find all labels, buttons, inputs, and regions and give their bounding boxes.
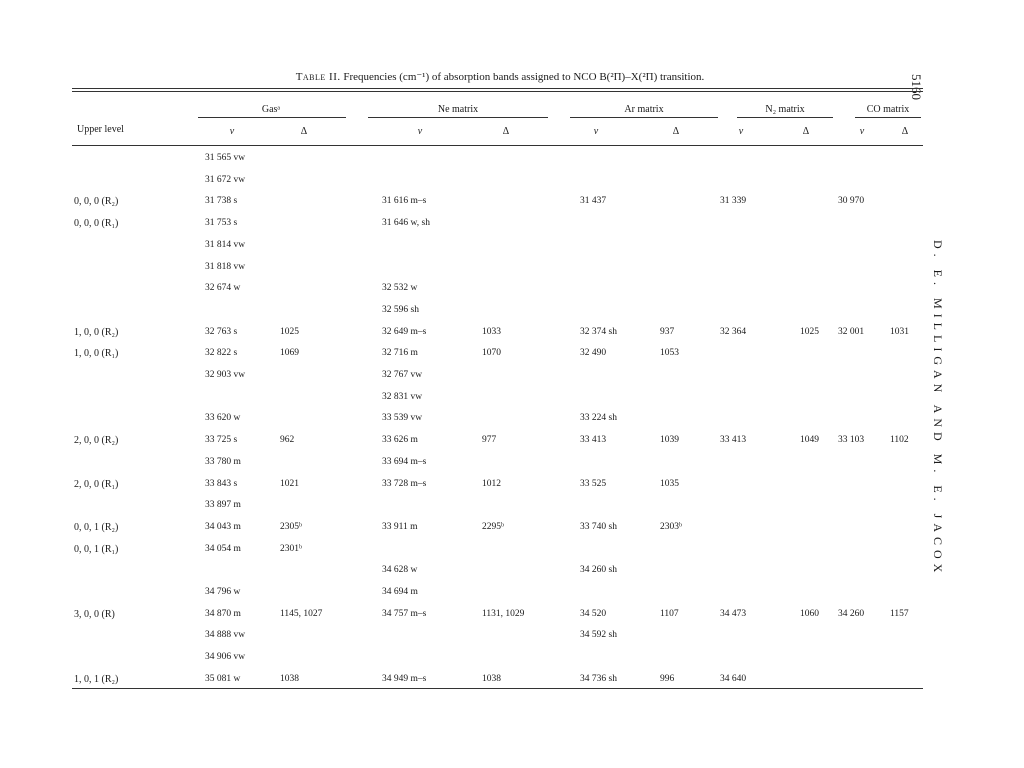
header-nu: ν	[417, 126, 423, 137]
table-row-upper-level: 0, 0, 0 (R₁)	[74, 218, 119, 229]
group-rule-co	[855, 117, 921, 118]
table-cell: 32 763 s	[205, 327, 238, 337]
table-cell: 34 736 sh	[580, 674, 617, 684]
group-rule-gas	[198, 117, 346, 118]
table-cell: 1102	[890, 435, 909, 445]
table-cell: 32 001	[838, 327, 865, 337]
header-nu: ν	[738, 126, 744, 137]
table-cell: 31 818 vw	[205, 262, 246, 272]
table-cell: 32 532 w	[382, 283, 418, 293]
group-rule-n2	[737, 117, 833, 118]
table-row-upper-level: 2, 0, 0 (R₂)	[74, 435, 119, 446]
table-cell: 1069	[280, 348, 299, 358]
table-row-upper-level: 1, 0, 0 (R₂)	[74, 327, 119, 338]
table-cell: 31 565 vw	[205, 153, 246, 163]
header-delta: Δ	[672, 126, 680, 137]
group-rule-ne	[368, 117, 548, 118]
table-cell: 33 728 m–s	[382, 479, 427, 489]
table-cell: 1049	[800, 435, 819, 445]
header-group: N₂ matrix	[765, 104, 805, 115]
table-cell: 2301ᵇ	[280, 544, 302, 554]
caption-text: Frequencies (cm⁻¹) of absorption bands assigned to NCO B(²Π)–X(²Π) transition.	[343, 71, 705, 83]
table-cell: 1145, 1027	[280, 609, 323, 619]
table-cell: 34 054 m	[205, 544, 241, 554]
table-cell: 32 903 vw	[205, 370, 246, 380]
table-row-upper-level: 0, 0, 0 (R₂)	[74, 196, 119, 207]
table-cell: 2305ᵇ	[280, 522, 302, 532]
table-cell: 34 520	[580, 609, 607, 619]
header-bottom-rule	[72, 145, 923, 146]
table-cell: 1025	[280, 327, 299, 337]
table-cell: 33 525	[580, 479, 607, 489]
table-cell: 34 757 m–s	[382, 609, 427, 619]
table-cell: 33 413	[720, 435, 747, 445]
table-cell: 32 596 sh	[382, 305, 419, 315]
table-cell: 1038	[482, 674, 501, 684]
table-cell: 32 674 w	[205, 283, 241, 293]
table-cell: 996	[660, 674, 675, 684]
table-cell: 1012	[482, 479, 501, 489]
header-group: Ne matrix	[437, 104, 479, 115]
group-rule-ar	[570, 117, 718, 118]
table-row-upper-level: 2, 0, 0 (R₁)	[74, 479, 119, 490]
header-delta: Δ	[502, 126, 510, 137]
table-cell: 31 616 m–s	[382, 196, 427, 206]
table-cell: 34 796 w	[205, 587, 241, 597]
table-cell: 1031	[890, 327, 909, 337]
table-cell: 977	[482, 435, 497, 445]
table-cell: 33 911 m	[382, 522, 418, 532]
top-rule-1	[72, 88, 923, 89]
table-cell: 1039	[660, 435, 679, 445]
table-cell: 34 949 m–s	[382, 674, 427, 684]
table-cell: 34 906 vw	[205, 652, 246, 662]
table-cell: 34 870 m	[205, 609, 241, 619]
table-cell: 31 672 vw	[205, 175, 246, 185]
table-cell: 34 473	[720, 609, 747, 619]
page-number: 5160	[909, 74, 924, 100]
table-cell: 33 740 sh	[580, 522, 617, 532]
table-cell: 33 413	[580, 435, 607, 445]
table-cell: 32 364	[720, 327, 747, 337]
header-group: CO matrix	[866, 104, 910, 115]
table-cell: 962	[280, 435, 295, 445]
table-cell: 31 339	[720, 196, 747, 206]
table-cell: 32 822 s	[205, 348, 238, 358]
table-cell: 33 694 m–s	[382, 457, 427, 467]
table-cell: 32 716 m	[382, 348, 418, 358]
table-cell: 33 780 m	[205, 457, 241, 467]
table-cell: 31 738 s	[205, 196, 238, 206]
header-delta: Δ	[802, 126, 810, 137]
table-cell: 31 437	[580, 196, 607, 206]
header-delta: Δ	[300, 126, 308, 137]
table-row-upper-level: 1, 0, 0 (R₁)	[74, 348, 119, 359]
table-cell: 2303ᵇ	[660, 522, 682, 532]
table-cell: 33 539 vw	[382, 413, 423, 423]
header-nu: ν	[859, 126, 865, 137]
table-cell: 32 649 m–s	[382, 327, 427, 337]
table-cell: 30 970	[838, 196, 865, 206]
table-cell: 31 814 vw	[205, 240, 246, 250]
table-cell: 32 767 vw	[382, 370, 423, 380]
table-cell: 1021	[280, 479, 299, 489]
table-cell: 34 260	[838, 609, 865, 619]
table-cell: 34 888 vw	[205, 630, 246, 640]
table-cell: 1060	[800, 609, 819, 619]
table-cell: 35 081 w	[205, 674, 241, 684]
table-cell: 32 490	[580, 348, 607, 358]
table-cell: 33 725 s	[205, 435, 238, 445]
table-row-upper-level: 0, 0, 1 (R₂)	[74, 522, 119, 533]
table-cell: 34 628 w	[382, 565, 418, 575]
table-cell: 33 620 w	[205, 413, 241, 423]
table-cell: 2295ᵇ	[482, 522, 504, 532]
table-cell: 33 224 sh	[580, 413, 617, 423]
table-caption	[0, 70, 1000, 83]
table-cell: 1131, 1029	[482, 609, 525, 619]
table-cell: 33 103	[838, 435, 865, 445]
table-cell: 32 374 sh	[580, 327, 617, 337]
table-cell: 937	[660, 327, 675, 337]
table-cell: 1033	[482, 327, 501, 337]
table-cell: 31 753 s	[205, 218, 238, 228]
table-cell: 32 831 vw	[382, 392, 423, 402]
table-bottom-rule	[72, 688, 923, 689]
header-nu: ν	[229, 126, 235, 137]
table-cell: 1038	[280, 674, 299, 684]
table-row-upper-level: 1, 0, 1 (R₂)	[74, 674, 119, 685]
table-cell: 1053	[660, 348, 679, 358]
table-cell: 34 260 sh	[580, 565, 617, 575]
table-cell: 34 592 sh	[580, 630, 617, 640]
table-cell: 1025	[800, 327, 819, 337]
header-delta: Δ	[901, 126, 909, 137]
table-cell: 33 626 m	[382, 435, 418, 445]
table-cell: 1107	[660, 609, 679, 619]
running-head: D. E. MILLIGAN AND M. E. JACOX	[931, 240, 945, 578]
table-row-upper-level: 3, 0, 0 (R)	[74, 609, 115, 620]
table-cell: 1157	[890, 609, 909, 619]
table-cell: 33 897 m	[205, 500, 241, 510]
table-cell: 34 640	[720, 674, 747, 684]
header-upper-level: Upper level	[77, 124, 124, 135]
table-row-upper-level: 0, 0, 1 (R₁)	[74, 544, 119, 555]
top-rule-2	[72, 91, 923, 92]
caption-lead: Table II.	[295, 71, 341, 83]
header-nu: ν	[593, 126, 599, 137]
table-cell: 34 043 m	[205, 522, 241, 532]
header-group: Ar matrix	[624, 104, 664, 115]
table-cell: 34 694 m	[382, 587, 418, 597]
table-cell: 33 843 s	[205, 479, 238, 489]
table-cell: 1070	[482, 348, 501, 358]
header-group: Gasᵃ	[261, 104, 281, 115]
table-cell: 1035	[660, 479, 679, 489]
table-cell: 31 646 w, sh	[382, 218, 430, 228]
